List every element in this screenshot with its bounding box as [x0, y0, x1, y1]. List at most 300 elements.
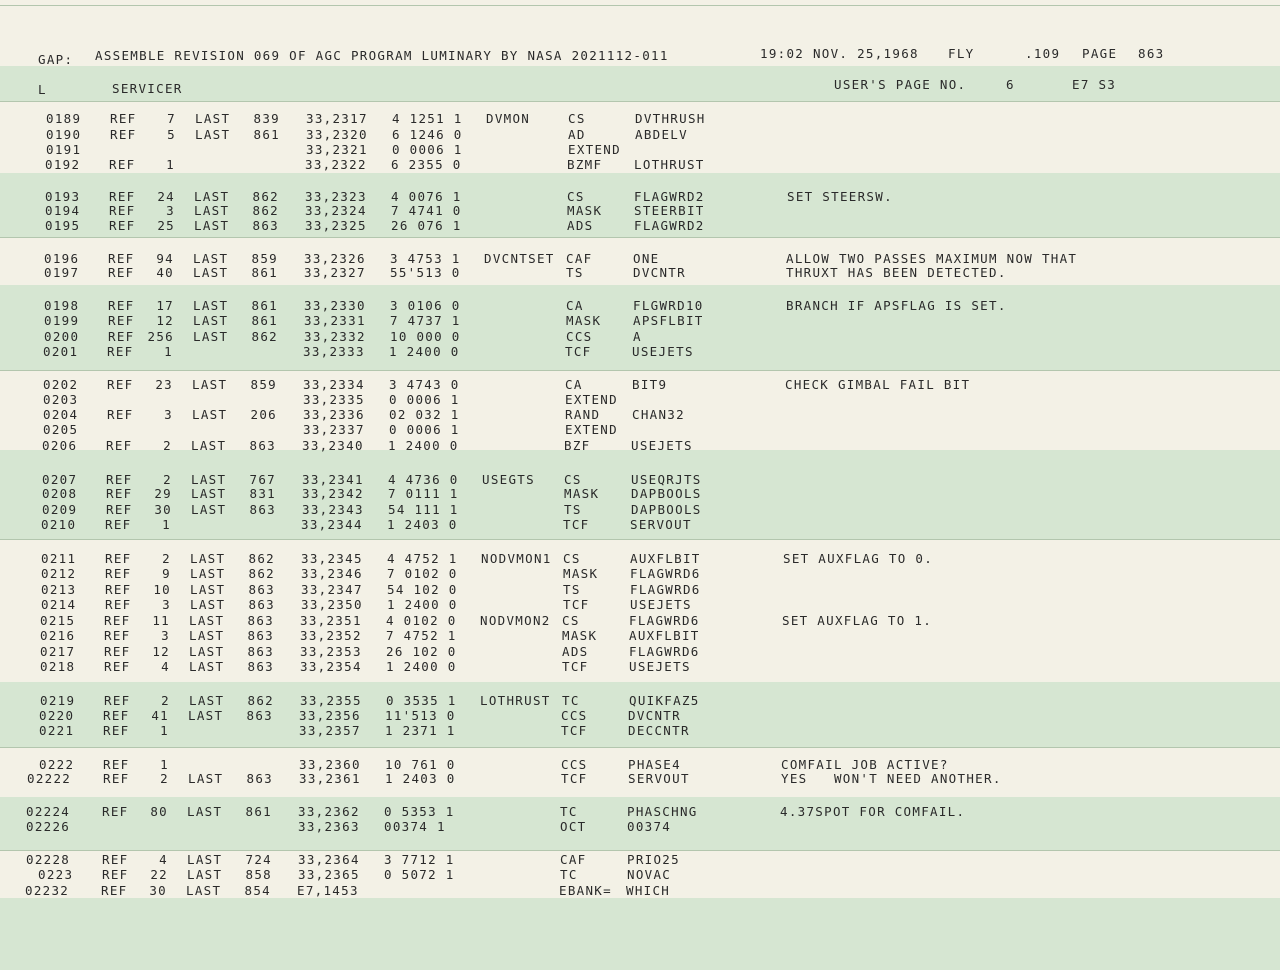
- address: 33,2326: [304, 251, 366, 266]
- opcode: OCT: [560, 819, 587, 834]
- ref-label: REF: [108, 298, 135, 313]
- opcode: CS: [568, 111, 586, 126]
- object-code: 4 0102 0: [386, 613, 457, 628]
- object-code: 0 0006 1: [389, 392, 460, 407]
- object-code: 6 2355 0: [391, 157, 462, 172]
- opcode: BZMF: [567, 157, 603, 172]
- ref-label: REF: [109, 218, 136, 233]
- operand: QUIKFAZ5: [629, 693, 700, 708]
- operand: DAPBOOLS: [631, 486, 702, 501]
- line-number: 0215: [40, 613, 76, 628]
- last-label: LAST: [193, 251, 229, 266]
- last-label: LAST: [193, 265, 229, 280]
- object-code: 7 4737 1: [390, 313, 461, 328]
- ref-label: REF: [106, 472, 133, 487]
- opcode: CA: [566, 298, 584, 313]
- operand: STEERBIT: [634, 203, 705, 218]
- opcode: MASK: [562, 628, 598, 643]
- last-label: LAST: [195, 111, 231, 126]
- ref-label: REF: [104, 659, 131, 674]
- operand: FLAGWRD6: [629, 644, 700, 659]
- object-code: 1 2400 0: [388, 438, 459, 453]
- last-label: LAST: [187, 867, 223, 882]
- opcode: MASK: [567, 203, 603, 218]
- ref-label: REF: [107, 377, 134, 392]
- line-number: 0199: [44, 313, 80, 328]
- last-page: 862: [247, 693, 274, 708]
- ref-count: 30: [154, 502, 172, 517]
- ref-count: 12: [156, 313, 174, 328]
- last-label: LAST: [190, 597, 226, 612]
- opcode: MASK: [566, 313, 602, 328]
- last-label: LAST: [192, 377, 228, 392]
- last-label: LAST: [191, 472, 227, 487]
- last-page: 862: [248, 551, 275, 566]
- ref-count: 2: [163, 472, 172, 487]
- last-page: 861: [251, 265, 278, 280]
- opcode: CAF: [560, 852, 587, 867]
- ref-count: 30: [149, 883, 167, 898]
- ref-label: REF: [106, 438, 133, 453]
- object-code: 3 0106 0: [390, 298, 461, 313]
- header-page-number: 863: [1138, 46, 1165, 61]
- last-page: 863: [246, 771, 273, 786]
- ref-label: REF: [109, 203, 136, 218]
- opcode: MASK: [564, 486, 600, 501]
- address: 33,2334: [303, 377, 365, 392]
- last-page: 859: [251, 251, 278, 266]
- operand: PHASCHNG: [627, 804, 698, 819]
- last-label: LAST: [190, 566, 226, 581]
- operand: ABDELV: [635, 127, 688, 142]
- last-page: 862: [252, 189, 279, 204]
- object-code: 7 4741 0: [391, 203, 462, 218]
- ref-count: 29: [154, 486, 172, 501]
- address: 33,2363: [298, 819, 360, 834]
- object-code: 7 0102 0: [387, 566, 458, 581]
- ref-label: REF: [104, 613, 131, 628]
- operand: AUXFLBIT: [630, 551, 701, 566]
- last-label: LAST: [195, 127, 231, 142]
- opcode: RAND: [565, 407, 601, 422]
- operand: PHASE4: [628, 757, 681, 772]
- ref-label: REF: [107, 344, 134, 359]
- comment: SET STEERSW.: [787, 189, 893, 204]
- last-label: LAST: [193, 329, 229, 344]
- last-page: 862: [251, 329, 278, 344]
- ref-count: 3: [164, 407, 173, 422]
- last-label: LAST: [193, 298, 229, 313]
- line-number: 0207: [42, 472, 78, 487]
- ref-label: REF: [102, 804, 129, 819]
- line-number: 0195: [45, 218, 81, 233]
- opcode: CAF: [566, 251, 593, 266]
- ref-label: REF: [103, 723, 130, 738]
- comment: 4.37SPOT FOR COMFAIL.: [780, 804, 966, 819]
- ref-label: REF: [103, 708, 130, 723]
- object-code: 1 2400 0: [386, 659, 457, 674]
- ref-label: REF: [108, 265, 135, 280]
- ref-count: 17: [156, 298, 174, 313]
- last-label: LAST: [193, 313, 229, 328]
- comment: SET AUXFLAG TO 0.: [783, 551, 934, 566]
- last-page: 839: [253, 111, 280, 126]
- object-code: 26 076 1: [391, 218, 462, 233]
- ref-count: 2: [161, 693, 170, 708]
- last-label: LAST: [194, 189, 230, 204]
- last-label: LAST: [188, 708, 224, 723]
- ref-count: 3: [161, 628, 170, 643]
- last-page: 858: [245, 867, 272, 882]
- opcode: MASK: [563, 566, 599, 581]
- opcode: TC: [560, 804, 578, 819]
- ref-count: 12: [152, 644, 170, 659]
- object-code: 26 102 0: [386, 644, 457, 659]
- operand: ONE: [633, 251, 660, 266]
- address: 33,2352: [300, 628, 362, 643]
- object-code: 0 5072 1: [384, 867, 455, 882]
- address: 33,2353: [300, 644, 362, 659]
- ref-count: 24: [157, 189, 175, 204]
- last-page: 862: [248, 566, 275, 581]
- comment: SET AUXFLAG TO 1.: [782, 613, 933, 628]
- address: 33,2360: [299, 757, 361, 772]
- line-number: 02232: [25, 883, 70, 898]
- operand: FLAGWRD6: [630, 566, 701, 581]
- object-code: 3 4753 1: [390, 251, 461, 266]
- line-number: 0192: [45, 157, 81, 172]
- last-label: LAST: [190, 582, 226, 597]
- line-number: 0204: [43, 407, 79, 422]
- last-page: 861: [253, 127, 280, 142]
- ref-count: 5: [167, 127, 176, 142]
- address: E7,1453: [297, 883, 359, 898]
- object-code: 11'513 0: [385, 708, 456, 723]
- object-code: 1 2400 0: [387, 597, 458, 612]
- address: 33,2327: [304, 265, 366, 280]
- line-number: 0219: [40, 693, 76, 708]
- operand: FLAGWRD2: [634, 218, 705, 233]
- ref-count: 80: [150, 804, 168, 819]
- line-number: 0214: [41, 597, 77, 612]
- opcode: CS: [563, 551, 581, 566]
- address: 33,2336: [303, 407, 365, 422]
- last-page: 863: [247, 659, 274, 674]
- ref-count: 2: [162, 551, 171, 566]
- line-number: 0202: [43, 377, 79, 392]
- operand: AUXFLBIT: [629, 628, 700, 643]
- address: 33,2344: [301, 517, 363, 532]
- opcode: TCF: [563, 597, 590, 612]
- operand: LOTHRUST: [634, 157, 705, 172]
- comment: ALLOW TWO PASSES MAXIMUM NOW THAT: [786, 251, 1078, 266]
- address: 33,2361: [299, 771, 361, 786]
- last-label: LAST: [189, 644, 225, 659]
- operand: FLGWRD10: [633, 298, 704, 313]
- address: 33,2365: [298, 867, 360, 882]
- ref-count: 10: [153, 582, 171, 597]
- last-label: LAST: [192, 407, 228, 422]
- ref-count: 22: [150, 867, 168, 882]
- last-page: 854: [244, 883, 271, 898]
- line-number: 0190: [46, 127, 82, 142]
- opcode: TCF: [561, 771, 588, 786]
- operand: FLAGWRD6: [629, 613, 700, 628]
- last-label: LAST: [191, 438, 227, 453]
- opcode: CCS: [561, 757, 588, 772]
- operand: PRIO25: [627, 852, 680, 867]
- line-number: 0200: [44, 329, 80, 344]
- header-title: ASSEMBLE REVISION 069 OF AGC PROGRAM LUMINARY BY NASA 2021112-011: [95, 48, 669, 63]
- operand: NOVAC: [627, 867, 672, 882]
- address: 33,2347: [301, 582, 363, 597]
- object-code: 4 1251 1: [392, 111, 463, 126]
- line-number: 02224: [26, 804, 71, 819]
- address: 33,2364: [298, 852, 360, 867]
- address: 33,2324: [305, 203, 367, 218]
- operand: SERVOUT: [628, 771, 690, 786]
- header-number: .109: [1025, 46, 1061, 61]
- last-page: 859: [250, 377, 277, 392]
- line-number: 02226: [26, 819, 71, 834]
- object-code: 4 4752 1: [387, 551, 458, 566]
- operand: 00374: [627, 819, 672, 834]
- line-number: 0216: [40, 628, 76, 643]
- last-page: 206: [250, 407, 277, 422]
- comment: CHECK GIMBAL FAIL BIT: [785, 377, 971, 392]
- object-code: 7 4752 1: [386, 628, 457, 643]
- ref-label: REF: [105, 551, 132, 566]
- opcode: TCF: [562, 659, 589, 674]
- object-code: 4 0076 1: [391, 189, 462, 204]
- comment: THRUXT HAS BEEN DETECTED.: [786, 265, 1007, 280]
- opcode: TC: [562, 693, 580, 708]
- address: 33,2362: [298, 804, 360, 819]
- object-code: 54 102 0: [387, 582, 458, 597]
- object-code: 1 2371 1: [385, 723, 456, 738]
- line-number: 0208: [42, 486, 78, 501]
- object-code: 4 4736 0: [388, 472, 459, 487]
- opcode: TS: [566, 265, 584, 280]
- object-code: 10 000 0: [390, 329, 461, 344]
- last-page: 831: [249, 486, 276, 501]
- line-number: 0222: [39, 757, 75, 772]
- last-label: LAST: [190, 551, 226, 566]
- operand: APSFLBIT: [633, 313, 704, 328]
- address: 33,2335: [303, 392, 365, 407]
- object-code: 1 2400 0: [389, 344, 460, 359]
- last-page: 861: [251, 313, 278, 328]
- last-page: 724: [245, 852, 272, 867]
- address: 33,2320: [306, 127, 368, 142]
- ref-label: REF: [108, 329, 135, 344]
- line-number: 0191: [46, 142, 82, 157]
- object-code: 3 4743 0: [389, 377, 460, 392]
- line-number: 0212: [41, 566, 77, 581]
- header-page-label: PAGE: [1082, 46, 1118, 61]
- ref-count: 40: [156, 265, 174, 280]
- operand: USEJETS: [631, 438, 693, 453]
- ref-label: REF: [109, 189, 136, 204]
- line-number: 0205: [43, 422, 79, 437]
- last-label: LAST: [194, 218, 230, 233]
- ref-count: 256: [147, 329, 174, 344]
- object-code: 0 0006 1: [392, 142, 463, 157]
- opcode: CS: [567, 189, 585, 204]
- comment: COMFAIL JOB ACTIVE?: [781, 757, 949, 772]
- line-number: 0197: [44, 265, 80, 280]
- subheader-section: SERVICER: [112, 81, 183, 96]
- ref-label: REF: [106, 486, 133, 501]
- line-number: 0217: [40, 644, 76, 659]
- operand: DAPBOOLS: [631, 502, 702, 517]
- last-label: LAST: [186, 883, 222, 898]
- address: 33,2355: [300, 693, 362, 708]
- symbol-label: NODVMON2: [480, 613, 551, 628]
- operand: FLAGWRD2: [634, 189, 705, 204]
- opcode: TC: [560, 867, 578, 882]
- operand: CHAN32: [632, 407, 685, 422]
- last-page: 863: [247, 613, 274, 628]
- line-number: 0211: [41, 551, 77, 566]
- object-code: 0 3535 1: [386, 693, 457, 708]
- symbol-label: LOTHRUST: [480, 693, 551, 708]
- address: 33,2354: [300, 659, 362, 674]
- operand: WHICH: [626, 883, 671, 898]
- ref-label: REF: [105, 582, 132, 597]
- address: 33,2337: [303, 422, 365, 437]
- object-code: 00374 1: [384, 819, 446, 834]
- ref-count: 23: [155, 377, 173, 392]
- last-label: LAST: [189, 613, 225, 628]
- ref-label: REF: [105, 597, 132, 612]
- address: 33,2317: [306, 111, 368, 126]
- last-page: 863: [248, 582, 275, 597]
- address: 33,2341: [302, 472, 364, 487]
- line-number: 0196: [44, 251, 80, 266]
- opcode: TCF: [565, 344, 592, 359]
- last-label: LAST: [191, 502, 227, 517]
- last-page: 862: [252, 203, 279, 218]
- object-code: 55'513 0: [390, 265, 461, 280]
- ref-label: REF: [110, 111, 137, 126]
- address: 33,2321: [306, 142, 368, 157]
- last-page: 863: [246, 708, 273, 723]
- header-gap: GAP:: [38, 52, 74, 67]
- last-label: LAST: [189, 628, 225, 643]
- opcode: BZF: [564, 438, 591, 453]
- opcode: TCF: [563, 517, 590, 532]
- opcode: CCS: [561, 708, 588, 723]
- opcode: ADS: [567, 218, 594, 233]
- ref-label: REF: [106, 502, 133, 517]
- operand: A: [633, 329, 642, 344]
- ref-label: REF: [110, 127, 137, 142]
- last-page: 863: [249, 502, 276, 517]
- symbol-label: DVMON: [486, 111, 531, 126]
- opcode: TCF: [561, 723, 588, 738]
- operand: DECCNTR: [628, 723, 690, 738]
- line-number: 0223: [38, 867, 74, 882]
- operand: USEJETS: [632, 344, 694, 359]
- line-number: 0209: [42, 502, 78, 517]
- symbol-label: USEGTS: [482, 472, 535, 487]
- line-number: 02228: [26, 852, 71, 867]
- line-number: 0201: [43, 344, 79, 359]
- last-page: 863: [248, 597, 275, 612]
- ref-count: 11: [152, 613, 170, 628]
- last-page: 861: [245, 804, 272, 819]
- line-number: 0198: [44, 298, 80, 313]
- line-number: 0210: [41, 517, 77, 532]
- operand: DVCNTR: [633, 265, 686, 280]
- subheader-l: L: [38, 82, 47, 97]
- address: 33,2332: [304, 329, 366, 344]
- address: 33,2342: [302, 486, 364, 501]
- operand: BIT9: [632, 377, 668, 392]
- header-fly: FLY: [948, 46, 975, 61]
- operand: USEQRJTS: [631, 472, 702, 487]
- subheader-users-page-label: USER'S PAGE NO.: [834, 77, 967, 92]
- address: 33,2343: [302, 502, 364, 517]
- line-number: 0206: [42, 438, 78, 453]
- address: 33,2323: [305, 189, 367, 204]
- last-label: LAST: [191, 486, 227, 501]
- last-page: 863: [249, 438, 276, 453]
- ref-count: 1: [166, 157, 175, 172]
- opcode: EXTEND: [568, 142, 621, 157]
- ref-count: 94: [156, 251, 174, 266]
- ref-label: REF: [104, 644, 131, 659]
- ref-count: 9: [162, 566, 171, 581]
- operand: USEJETS: [630, 597, 692, 612]
- last-label: LAST: [187, 852, 223, 867]
- ref-label: REF: [104, 693, 131, 708]
- last-page: 863: [247, 628, 274, 643]
- address: 33,2345: [301, 551, 363, 566]
- operand: USEJETS: [629, 659, 691, 674]
- operand: SERVOUT: [630, 517, 692, 532]
- symbol-label: NODVMON1: [481, 551, 552, 566]
- object-code: 1 2403 0: [387, 517, 458, 532]
- opcode: CCS: [566, 329, 593, 344]
- ref-label: REF: [108, 251, 135, 266]
- last-page: 863: [252, 218, 279, 233]
- ref-count: 1: [162, 517, 171, 532]
- last-label: LAST: [187, 804, 223, 819]
- operand: DVTHRUSH: [635, 111, 706, 126]
- line-number: 0220: [39, 708, 75, 723]
- ref-count: 41: [151, 708, 169, 723]
- ref-label: REF: [108, 313, 135, 328]
- last-label: LAST: [188, 771, 224, 786]
- opcode: TS: [563, 582, 581, 597]
- object-code: 0 5353 1: [384, 804, 455, 819]
- object-code: 7 0111 1: [388, 486, 459, 501]
- address: 33,2346: [301, 566, 363, 581]
- object-code: 1 2403 0: [385, 771, 456, 786]
- address: 33,2331: [304, 313, 366, 328]
- last-label: LAST: [189, 659, 225, 674]
- ref-count: 1: [164, 344, 173, 359]
- opcode: EXTEND: [565, 422, 618, 437]
- object-code: 02 032 1: [389, 407, 460, 422]
- ref-count: 4: [159, 852, 168, 867]
- address: 33,2351: [300, 613, 362, 628]
- line-number: 02222: [27, 771, 72, 786]
- comment: BRANCH IF APSFLAG IS SET.: [786, 298, 1007, 313]
- line-number: 0218: [40, 659, 76, 674]
